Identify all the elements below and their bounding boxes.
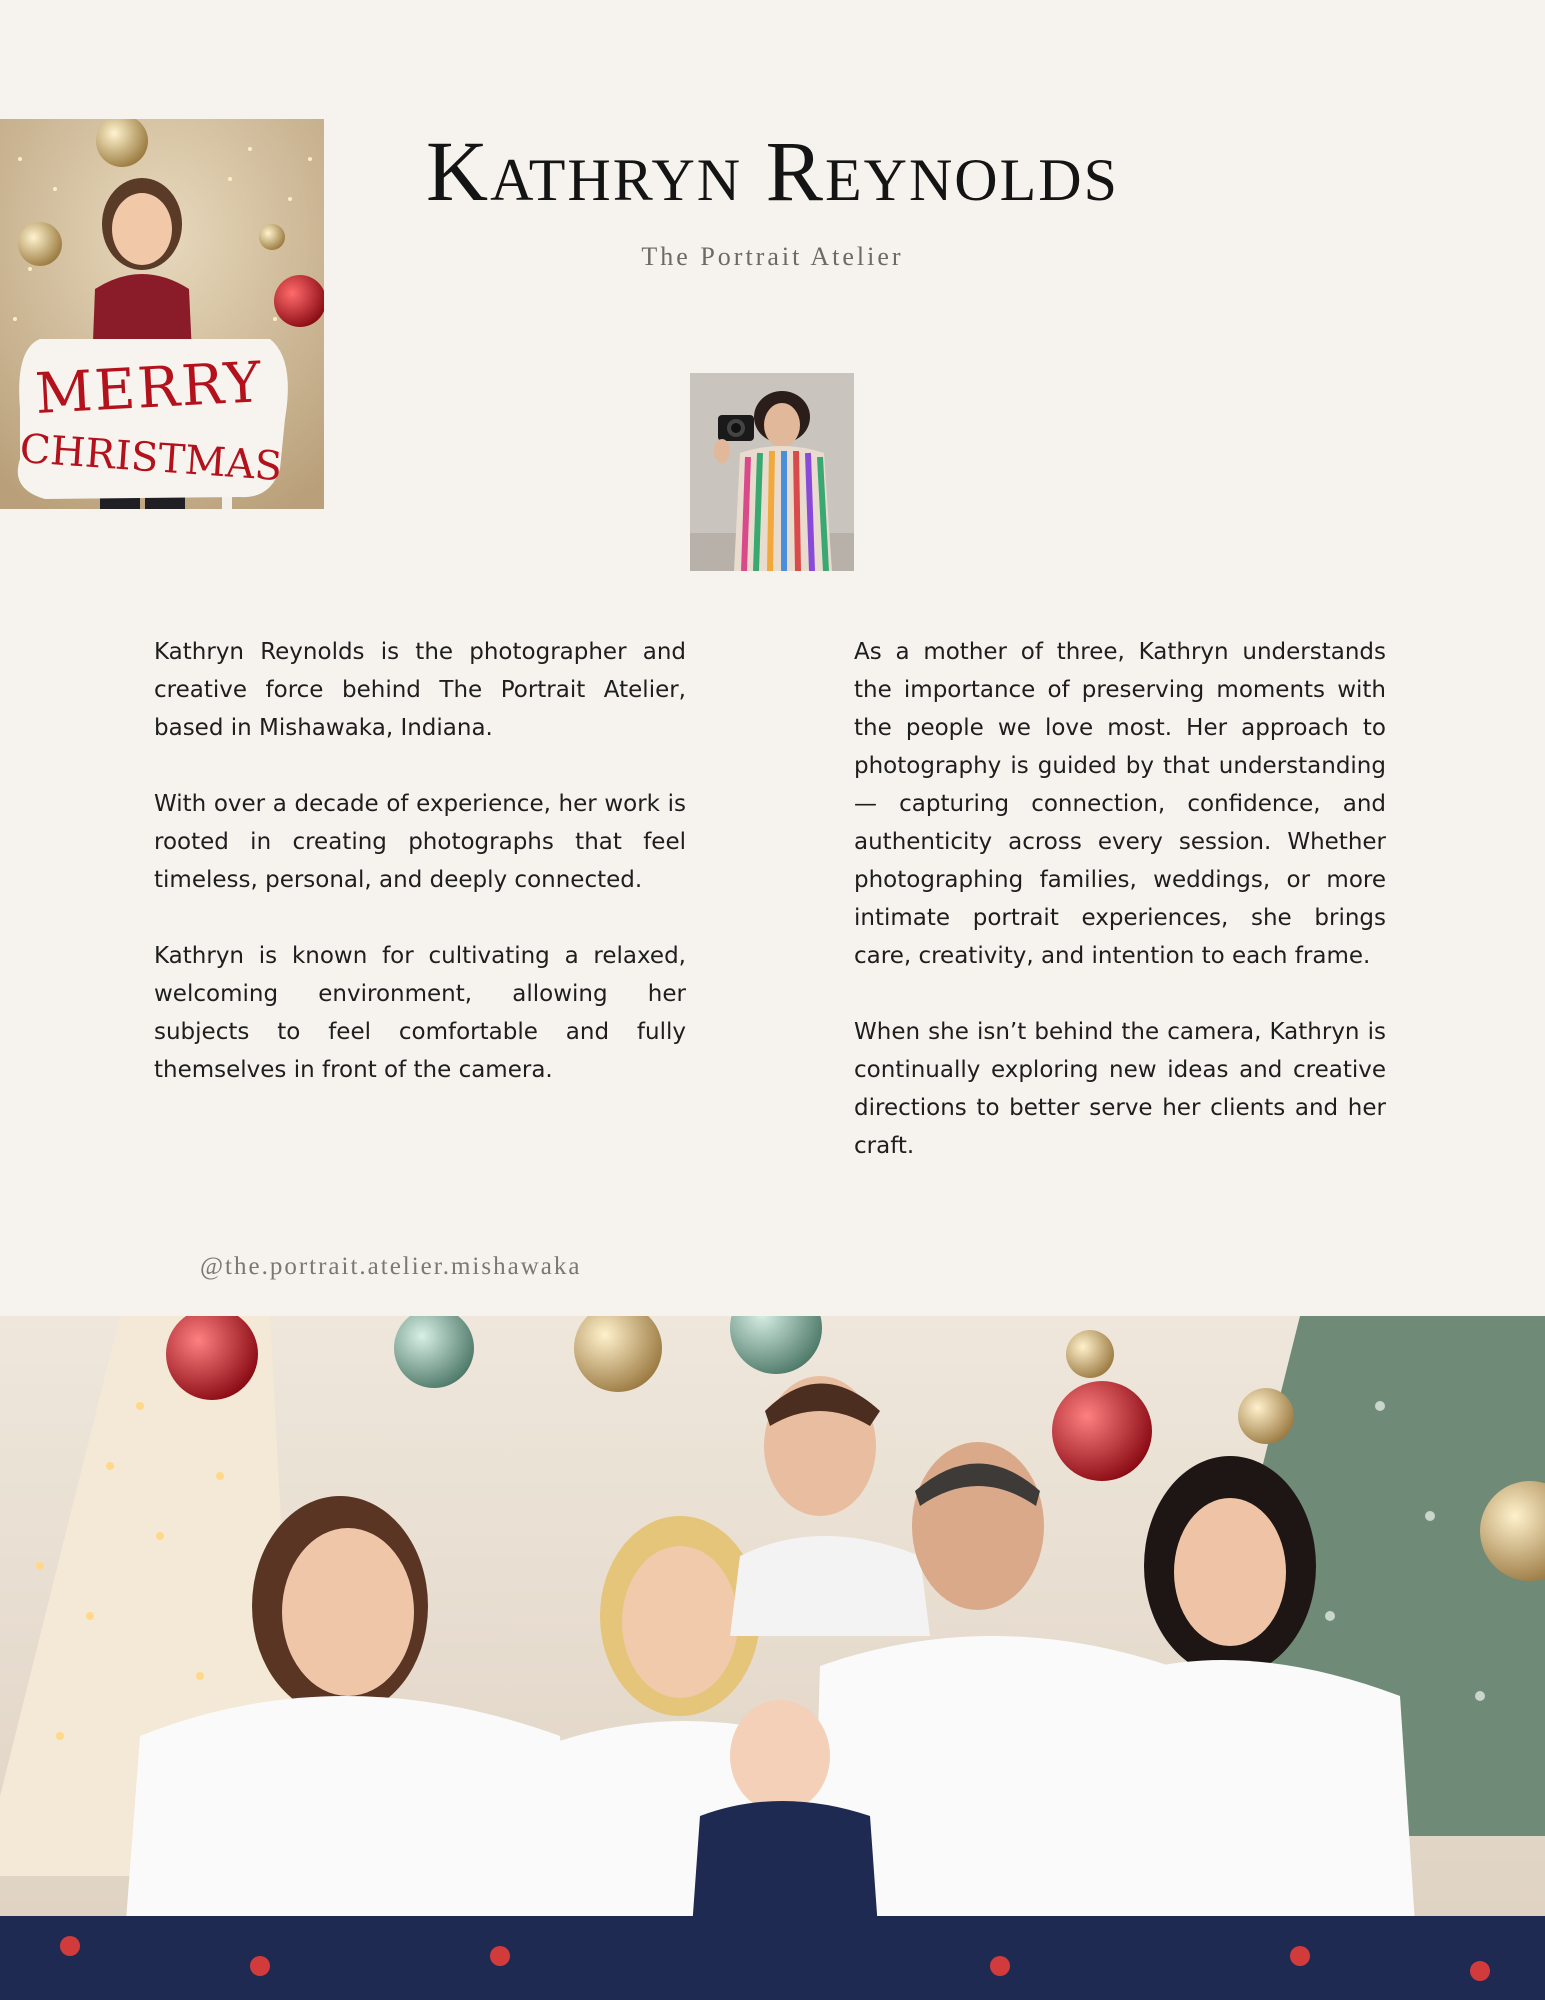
bio-paragraph: With over a decade of experience, her work is rooted in creating photographs that feel timeless, personal, and deeply connected. [154,791,686,893]
bio-right-column [854,633,1386,1203]
bio-left-column [154,633,686,1127]
bio-paragraph: As a mother of three, Kathryn understands the importance of preserving moments with the people we love most. Her approach to photography is guided by that understanding — capturing connection, confidence, and authenticity across every session. Whether photographing families, weddings, or more intimate portrait experiences, she brings care, creativity, and intention to each frame. [854,639,1386,969]
studio-subtitle: The Portrait Atelier [641,242,904,271]
bio-paragraph: Kathryn is known for cultivating a relaxed, welcoming environment, allowing her subjects to feel comfortable and fully themselves in front of the camera. [154,943,686,1083]
social-handle: @the.portrait.atelier.mishawaka [200,1253,582,1280]
page-title: Kathryn Reynolds [426,123,1119,219]
svg-text:MERRY: MERRY [33,350,265,427]
christmas-child-photo [0,119,324,509]
family-christmas-photo [0,1316,1545,2000]
svg-text:CHRISTMAS: CHRISTMAS [18,425,284,491]
bio-paragraph: When she isn’t behind the camera, Kathryn is continually exploring new ideas and creative directions to better serve her clients and her craft. [854,1019,1386,1159]
photographer-portrait [690,373,854,571]
bio-paragraph: Kathryn Reynolds is the photographer and creative force behind The Portrait Atelier, based in Mishawaka, Indiana. [154,639,686,741]
